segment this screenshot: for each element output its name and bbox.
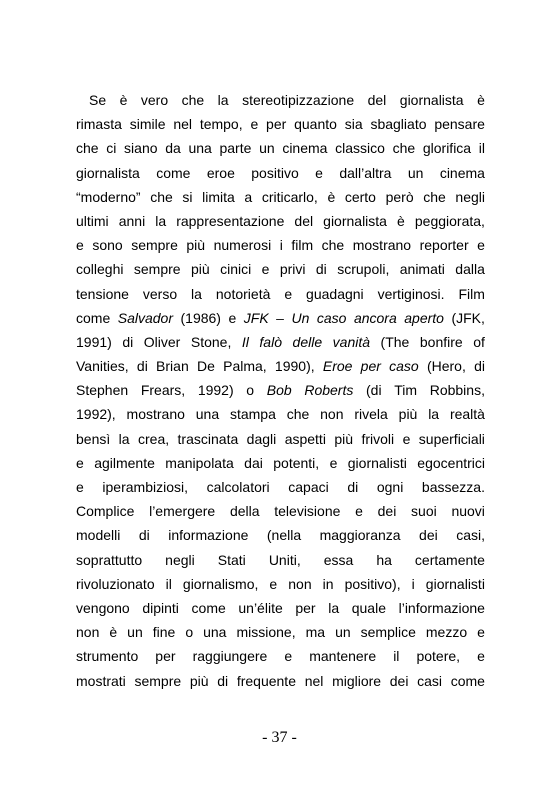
word: giornalismo,: [182, 575, 259, 592]
text-line: [76, 499, 485, 523]
italic-title-word: per: [360, 358, 381, 375]
word: giornalisti: [425, 575, 485, 592]
word: di: [136, 358, 148, 375]
word: Frears,: [140, 382, 186, 399]
text-line: [76, 257, 485, 281]
word: il: [165, 575, 172, 592]
text-line: [76, 378, 485, 402]
word: che: [423, 188, 446, 205]
italic-title-word: Bob: [266, 382, 292, 399]
word: un: [407, 164, 424, 181]
word: di: [138, 527, 150, 544]
word: strumento: [76, 648, 139, 665]
text-line: [76, 282, 485, 306]
italic-title-word: ancora: [353, 309, 397, 326]
word: che: [76, 140, 99, 157]
word: un: [335, 624, 351, 641]
word: film: [291, 237, 314, 254]
italic-title-word: caso: [389, 358, 419, 375]
word: e: [76, 237, 84, 254]
text-line: [76, 523, 485, 547]
italic-title-word: aperto: [404, 309, 444, 326]
word: e: [355, 503, 363, 520]
word: trascinata: [177, 430, 239, 447]
word: informazione: [168, 527, 249, 544]
word: calcolatori: [206, 479, 270, 495]
word: la: [155, 212, 167, 229]
word: numerosi: [213, 237, 272, 254]
word: of: [473, 333, 485, 350]
text-line: [76, 354, 485, 378]
word: un’élite: [238, 599, 283, 616]
word: bonfire: [419, 333, 463, 350]
word: per: [295, 599, 316, 616]
word: sbagliato: [370, 116, 427, 133]
text-line: [76, 306, 485, 330]
word: sempre: [133, 261, 181, 278]
word: che: [181, 92, 205, 108]
italic-title-word: JFK: [243, 309, 269, 326]
word: notorietà: [215, 285, 271, 302]
word: giornalista: [323, 212, 387, 229]
word: mostrati: [76, 672, 126, 689]
word: ci: [106, 140, 117, 157]
word: come: [450, 672, 485, 689]
word: come: [76, 309, 111, 326]
word: dall’altra: [339, 164, 392, 181]
word: tempo,: [199, 116, 243, 133]
word: più: [189, 672, 209, 689]
word: Stone,: [190, 333, 232, 350]
word: 1991): [76, 333, 112, 350]
word: rappresentazione: [176, 212, 285, 229]
word: di: [122, 333, 134, 350]
word: modelli: [76, 527, 121, 544]
word: Palma,: [223, 358, 267, 375]
word: eroe: [206, 164, 235, 181]
word: e: [76, 479, 84, 495]
word: l’informazione: [398, 599, 485, 616]
word: del: [294, 212, 314, 229]
word: cinema: [282, 140, 328, 157]
word: manipolata: [165, 454, 234, 471]
word: Uniti,: [268, 551, 301, 568]
word: De: [196, 358, 215, 375]
word: suoi: [411, 503, 437, 520]
word: pensare: [434, 116, 485, 133]
word: il: [478, 140, 485, 157]
word: sempre: [131, 237, 178, 254]
text-line: [76, 233, 485, 257]
word: Complice: [76, 503, 135, 520]
text-line: [76, 402, 485, 426]
word: Oliver: [143, 333, 181, 350]
word: (Hero,: [426, 358, 466, 375]
word: stampa: [229, 406, 276, 423]
text-line: [76, 596, 485, 620]
word: glorifica: [422, 140, 472, 157]
word: casi,: [456, 527, 485, 544]
word: colleghi: [76, 261, 124, 278]
word: fine: [152, 624, 176, 641]
word: tensione: [76, 285, 129, 302]
body-paragraph: [76, 88, 485, 693]
word: e: [261, 261, 270, 278]
word: raggiungere: [192, 648, 268, 665]
word: scrupoli,: [337, 261, 390, 278]
word: più: [334, 430, 354, 447]
word: agilmente: [94, 454, 155, 471]
word: però: [385, 188, 414, 205]
word: e: [228, 309, 237, 326]
italic-title-word: delle: [292, 333, 323, 350]
word: è: [397, 212, 405, 229]
word: giornalista: [399, 92, 464, 108]
text-line: [76, 330, 485, 354]
word: rivoluzionato: [76, 575, 155, 592]
word: ma: [305, 624, 326, 641]
page-number: - 37 -: [262, 729, 297, 746]
word: e: [477, 648, 485, 665]
italic-title-word: –: [276, 309, 284, 326]
word: dei: [389, 672, 409, 689]
italic-title-word: Un: [291, 309, 310, 326]
word: in: [322, 575, 334, 592]
word: del: [367, 92, 387, 108]
word: Film: [458, 285, 485, 302]
word: vengono: [76, 599, 130, 616]
word: Vanities,: [76, 358, 129, 375]
word: realtà: [449, 406, 485, 423]
word: che: [321, 237, 345, 254]
word: e: [250, 116, 259, 133]
word: simile: [129, 116, 166, 133]
word: migliore: [332, 672, 382, 689]
word: ha: [376, 551, 392, 568]
word: cinici: [220, 261, 252, 278]
word: reporter: [419, 237, 469, 254]
word: parte: [219, 140, 252, 157]
word: la: [217, 92, 229, 108]
word: siano: [124, 140, 158, 157]
text-line: [76, 88, 485, 112]
word: dai: [244, 454, 263, 471]
word: 1992): [197, 382, 234, 399]
word: Brian: [156, 358, 189, 375]
text-line: [76, 475, 485, 499]
word: peggiorata,: [414, 212, 485, 229]
word: la: [118, 430, 130, 447]
italic-title-word: Eroe: [322, 358, 353, 375]
word: missione,: [236, 624, 296, 641]
word: semplice: [360, 624, 416, 641]
word: casi: [417, 672, 443, 689]
word: bassezza.: [421, 479, 485, 495]
word: più: [398, 406, 418, 423]
word: della: [229, 503, 260, 520]
text-line: [76, 451, 485, 475]
text-line: [76, 620, 485, 644]
word: limita: [202, 188, 235, 205]
word: rimasta: [76, 116, 122, 133]
word: stereotipizzazione: [242, 92, 355, 108]
word: dagli: [246, 430, 277, 447]
word: sempre: [134, 672, 182, 689]
text-line: [76, 644, 485, 668]
word: che: [150, 188, 173, 205]
word: da: [165, 140, 181, 157]
text-line: [76, 161, 485, 185]
word: 1990),: [274, 358, 315, 375]
word: classico: [335, 140, 385, 157]
word: dei: [419, 527, 438, 544]
word: verso: [142, 285, 178, 302]
word: un: [127, 624, 143, 641]
word: vertiginosi.: [377, 285, 445, 302]
word: una: [195, 406, 220, 423]
word: la: [191, 285, 202, 302]
word: di: [315, 261, 327, 278]
text-line: [76, 548, 485, 572]
word: di: [474, 358, 485, 375]
word: “moderno”: [76, 188, 141, 205]
word: come: [191, 599, 226, 616]
italic-title-word: Il: [241, 333, 249, 350]
word: privi: [279, 261, 306, 278]
word: come: [156, 164, 191, 181]
word: i: [279, 237, 283, 254]
word: negli: [455, 188, 485, 205]
word: Se: [89, 92, 107, 108]
word: e: [315, 164, 323, 181]
word: ogni: [376, 479, 404, 495]
word: giornalisti: [347, 454, 407, 471]
word: egocentrici: [417, 454, 485, 471]
word: rivela: [354, 406, 388, 423]
text-line: [76, 136, 485, 160]
word: quale: [351, 599, 386, 616]
italic-title-word: Roberts: [304, 382, 354, 399]
word: una: [188, 140, 212, 157]
word: soprattutto: [76, 551, 143, 568]
word: a: [244, 188, 253, 205]
word: è: [477, 92, 485, 108]
word: Stati: [217, 551, 246, 568]
word: positivo: [251, 164, 299, 181]
word: superficiali: [418, 430, 485, 447]
word: iperambiziosi,: [102, 479, 188, 495]
word: positivo),: [344, 575, 401, 592]
word: certamente: [414, 551, 485, 568]
word: la: [328, 599, 340, 616]
word: (di: [366, 382, 382, 399]
word: e: [284, 648, 293, 665]
word: l’emergere: [149, 503, 216, 520]
italic-title-word: Salvador: [117, 309, 173, 326]
word: che: [392, 140, 416, 157]
word: è: [327, 188, 336, 205]
word: bensì: [76, 430, 111, 447]
word: sono: [92, 237, 123, 254]
word: e: [477, 624, 485, 641]
word: e: [269, 575, 278, 592]
word: non: [288, 575, 312, 592]
word: e: [284, 285, 293, 302]
word: quanto: [294, 116, 337, 133]
word: non: [76, 624, 100, 641]
italic-title-word: caso: [316, 309, 347, 326]
word: e: [477, 237, 485, 254]
word: ultimi: [76, 212, 109, 229]
word: Robbins,: [429, 382, 485, 399]
word: Stephen: [76, 382, 129, 399]
word: è: [109, 624, 118, 641]
word: (The: [380, 333, 410, 350]
word: Tim: [394, 382, 418, 399]
text-line: [76, 572, 485, 596]
italic-title-word: falò: [259, 333, 282, 350]
word: frequente: [236, 672, 296, 689]
word: certo: [344, 188, 376, 205]
word: televisione: [274, 503, 341, 520]
word: maggioranza: [319, 527, 401, 544]
word: o: [246, 382, 255, 399]
word: capaci: [288, 479, 329, 495]
word: potere,: [416, 648, 461, 665]
word: dei: [377, 503, 397, 520]
word: giornalista: [76, 164, 140, 181]
text-line: [76, 209, 485, 233]
word: i: [411, 575, 415, 592]
word: crea,: [138, 430, 170, 447]
word: nel: [304, 672, 324, 689]
word: nel: [173, 116, 192, 133]
text-line: [76, 427, 485, 451]
word: e: [76, 454, 84, 471]
word: di: [347, 479, 359, 495]
italic-title-word: vanità: [332, 333, 371, 350]
word: più: [186, 237, 206, 254]
word: dalla: [455, 261, 485, 278]
word: di: [217, 672, 229, 689]
word: (1986): [180, 309, 221, 326]
word: potenti,: [273, 454, 320, 471]
word: la: [428, 406, 440, 423]
word: mezzo: [425, 624, 468, 641]
word: si: [182, 188, 193, 205]
word: è: [119, 92, 128, 108]
word: una: [203, 624, 227, 641]
word: un: [259, 140, 275, 157]
word: cinema: [439, 164, 485, 181]
word: mostrano: [352, 237, 412, 254]
word: aspetti: [284, 430, 326, 447]
word: o: [185, 624, 194, 641]
word: che: [286, 406, 310, 423]
word: 1992),: [76, 406, 116, 423]
word: non: [320, 406, 344, 423]
word: essa: [323, 551, 354, 568]
word: (nella: [266, 527, 302, 544]
word: dipinti: [142, 599, 179, 616]
word: anni: [118, 212, 146, 229]
text-line: [76, 669, 485, 693]
text-line: [76, 185, 485, 209]
word: il: [393, 648, 400, 665]
word: (JFK,: [451, 309, 485, 326]
word: per: [266, 116, 287, 133]
word: negli: [165, 551, 195, 568]
text-line: [76, 112, 485, 136]
word: guadagni: [306, 285, 364, 302]
word: animati: [399, 261, 445, 278]
word: mantenere: [309, 648, 377, 665]
word: e: [402, 430, 411, 447]
word: per: [155, 648, 176, 665]
word: più: [190, 261, 210, 278]
word: frivoli: [361, 430, 395, 447]
word: vero: [140, 92, 169, 108]
word: mostrano: [126, 406, 185, 423]
word: e: [329, 454, 338, 471]
word: criticarlo,: [261, 188, 318, 205]
word: nuovi: [451, 503, 485, 520]
word: sia: [344, 116, 363, 133]
